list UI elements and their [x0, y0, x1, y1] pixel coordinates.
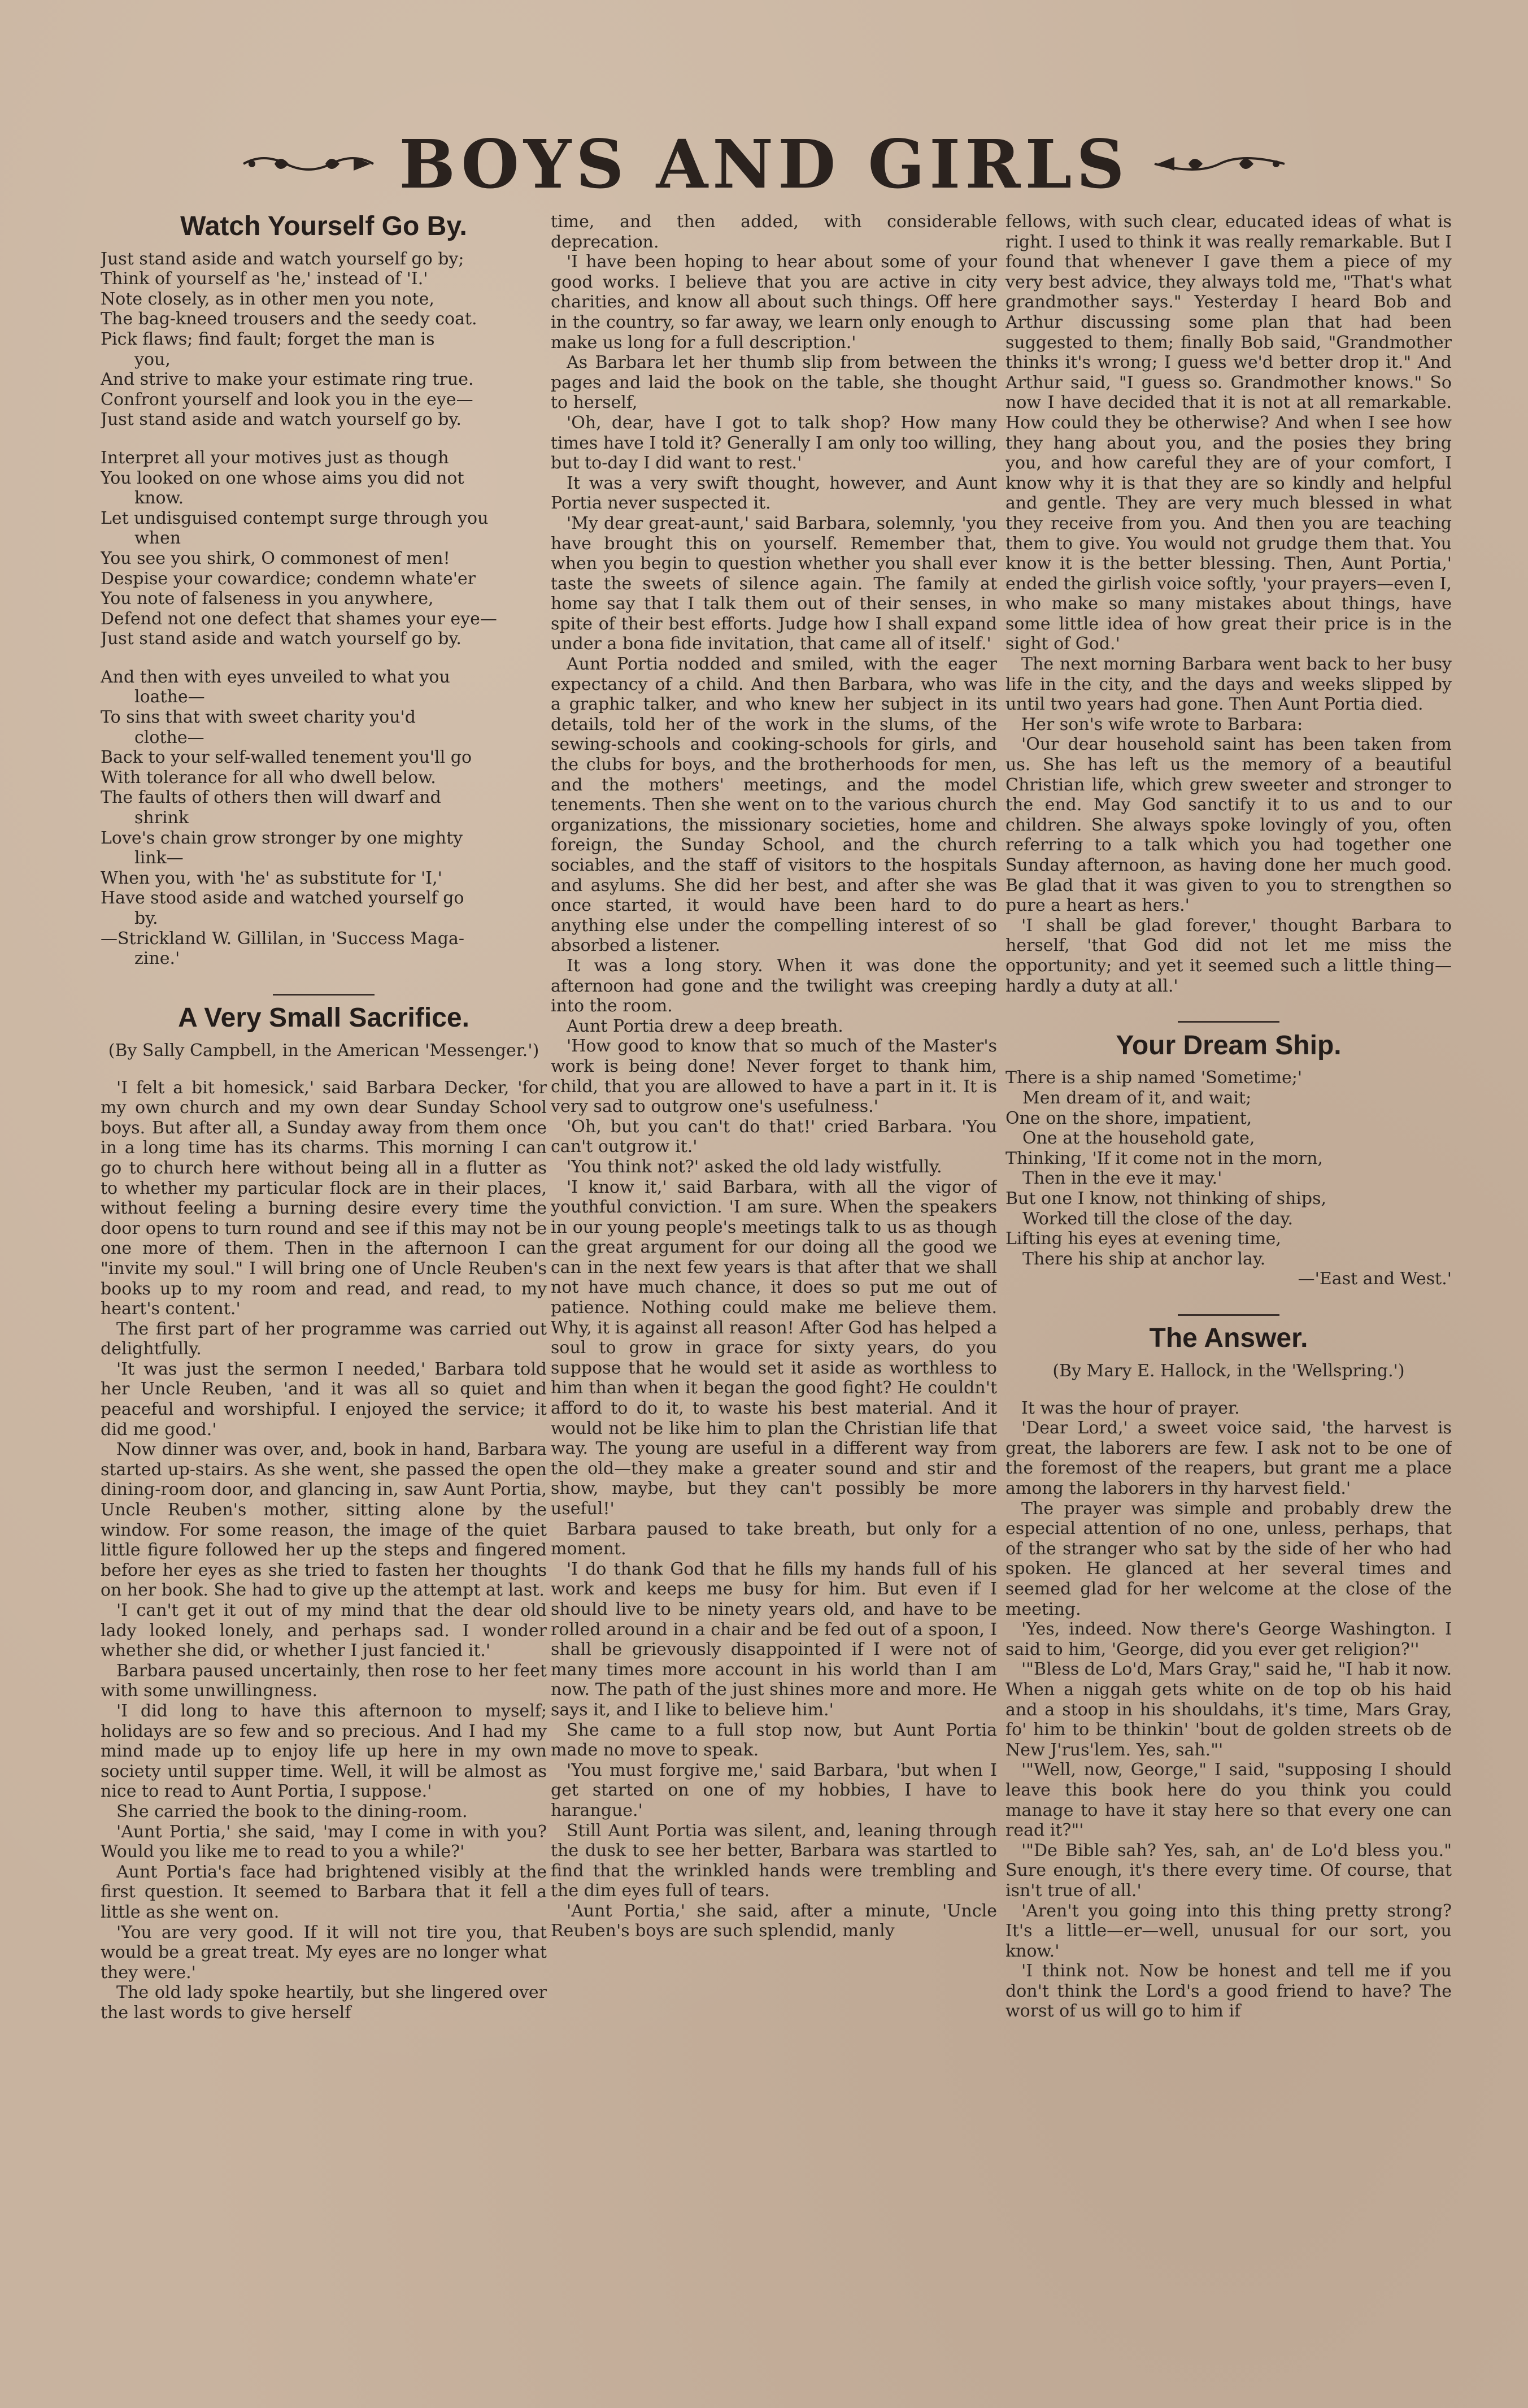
poem-line: And strive to make your estimate ring true.	[101, 370, 474, 390]
poem-line: Note closely, as in other men you note,	[101, 289, 434, 309]
poem-line: shrink	[134, 808, 189, 828]
poem-attribution: —'East and West.'	[1298, 1269, 1452, 1289]
paragraph: 'Aunt Portia,' she said, 'may I come in with you? Would you like me to read to you a while?'	[101, 1822, 547, 1862]
paragraph: Her son's wife wrote to Barbara:	[1021, 714, 1303, 734]
divider	[101, 980, 547, 1001]
poem-dream-ship	[1005, 1068, 1452, 1289]
poem-line: by.	[134, 909, 158, 928]
paragraph: The first part of her programme was carried out delightfully.	[101, 1319, 547, 1359]
poem-line: Just stand aside and watch yourself go by;	[101, 249, 464, 269]
paragraph: 'How good to know that so much of the Master's work is being done! Never forget to thank him, child, that you are allowed to have a part in it. It is very sad to outgrow one's usefulness.'	[551, 1036, 997, 1117]
poem-line: One on the shore, impatient,	[1005, 1108, 1252, 1128]
poem-line: you,	[134, 349, 171, 370]
paragraph: fellows, with such clear, educated ideas of what is right. I used to think it was really remarkable. But I found that whenever I gave them a piece of my very best advice, they always told me, "That's what grandmother says." Yesterday I heard Bob and Arthur discussing some plan that had been suggested to them; finally Bob said, "Grandmother thinks it's wrong; I guess we'd better drop it." And Arthur said, "I guess so. Grandmother knows." So now I have decided that it is not at all remarkable. How could they be otherwise? And when I see how they hang about you, and the posies they bring you, and how careful they are of your comfort, I know why it is that they are so kindly and helpful and gentle. They are very much blessed in what they receive from you. And then you are teaching them to give. You would not grudge them that. You know it is the better blessing. Then, Aunt Portia,' ended the girlish voice softly, 'your prayers—even I, who make so many mistakes about things, have some little idea of how great their price is in the sight of God.'	[1005, 212, 1452, 654]
poem-line: The faults of others then will dwarf and	[101, 788, 441, 808]
paragraph: 'I can't get it out of my mind that the dear old lady looked lonely, and perhaps sad. I wonder whether she did, or whether I just fancied it.'	[101, 1601, 547, 1661]
left-ornament-icon	[241, 147, 376, 181]
column-2	[551, 212, 997, 2393]
poem-line: Just stand aside and watch yourself go by.	[101, 629, 462, 649]
poem-watch-yourself	[101, 249, 547, 969]
paragraph: She carried the book to the dining-room.	[116, 1801, 468, 1822]
paragraph: 'I think not. Now be honest and tell me if you don't think the Lord's a good friend to have? The worst of us will go to him if	[1005, 1961, 1452, 2022]
poem-line: Pick flaws; find fault; forget the man is	[101, 329, 435, 349]
section-title: BOYS AND GIRLS	[399, 124, 1129, 203]
poem-line: The bag-kneed trousers and the seedy coat.	[101, 309, 477, 329]
paragraph: Now dinner was over, and, book in hand, Barbara started up-stairs. As she went, she passed the open dining-room door, and glancing in, saw Aunt Portia, Uncle Reuben's mother, sitting alone by the window. For some reason, the image of the quiet little figure followed her up the steps and fingered before her eyes as she tried to fasten her thoughts on her book. She had to give up the attempt at last.	[101, 1440, 547, 1601]
paragraph: 'I do thank God that he fills my hands full of his work and keeps me busy for him. But even if I should live to be ninety years old, and have to be rolled around in a chair and be fed out of a spoon, I shall be grievously disappointed if I were not of many times more account in his world than I am now. The path of the just shines more and more. He says it, and I like to believe him.'	[551, 1559, 997, 1720]
paragraph: Aunt Portia drew a deep breath.	[567, 1016, 843, 1036]
poem-line: Confront yourself and look you in the eye—	[101, 389, 473, 410]
stanza-gap	[101, 649, 547, 667]
poem-line: With tolerance for all who dwell below.	[101, 767, 436, 788]
paragraph: It was the hour of prayer.	[1021, 1398, 1240, 1418]
stanza-gap	[101, 430, 547, 448]
paragraph: 'Oh, but you can't do that!' cried Barbara. 'You can't outgrow it.'	[551, 1116, 997, 1157]
paragraph: '"Well, now, George," I said, "supposing I should leave this book here do you think you could manage to have it stay here so that every one can read it?"'	[1005, 1760, 1452, 1841]
poem-line: But one I know, not thinking of ships,	[1005, 1188, 1327, 1209]
paragraph: time, and then added, with considerable deprecation.	[551, 212, 997, 252]
poem-line: Worked till the close of the day.	[1022, 1209, 1294, 1229]
story-title-sacrifice: A Very Small Sacrifice.	[178, 1003, 469, 1033]
paragraph: 'I have been hoping to hear about some of your good works. I believe that you are active in city charities, and know all about such things. Off here in the country, so far away, we learn only enough to make us long for a full description.'	[551, 252, 997, 353]
poem-title-watch: Watch Yourself Go By.	[180, 212, 467, 241]
paragraph: It was a very swift thought, however, and Aunt Portia never suspected it.	[551, 473, 997, 514]
poem-line: Just stand aside and watch yourself go by.	[101, 410, 462, 430]
poem-attribution: —Strickland W. Gillilan, in 'Success Maga-	[101, 928, 465, 949]
paragraph: 'Our dear household saint has been taken from us. She has left us the memory of a beautiful Christian life, which grew sweeter and stronger to the end. May God sanctify it to us and to our children. She always spoke lovingly of you, often referring to a talk which you had together one Sunday afternoon, as having done her much good. Be glad that it was given to you to strengthen so pure a heart as hers.'	[1005, 734, 1452, 916]
poem-line: when	[134, 528, 181, 549]
poem-title-dream-ship: Your Dream Ship.	[1116, 1030, 1342, 1060]
poem-line: You see you shirk, O commonest of men!	[101, 548, 450, 568]
poem-line: To sins that with sweet charity you'd	[101, 707, 416, 728]
paragraph: 'I felt a bit homesick,' said Barbara Decker, 'for my own church and my own dear Sunday School boys. But after all, a Sunday away from them once in a long time has its charms. This morning I can go to church here without being all in a flutter as to whether my particular flock are in their places, without feeling a burning desire every time the door opens to turn round and see if this may not be one more of them. Then in the afternoon I can "invite my soul." I will bring one of Uncle Reuben's books up to my room and read, and read, to my heart's content.'	[101, 1077, 547, 1319]
paragraph: As Barbara let her thumb slip from between the pages and laid the book on the table, she thought to herself,	[551, 353, 997, 413]
paragraph: 'I know it,' said Barbara, with all the vigor of youthful conviction. 'I am sure. When the speakers in our young people's meetings talk to us as though the great argument for our doing all the good we can in the next few years is that after that we shall not have much chance, it does so put me out of patience. Nothing could make me believe them. Why, it is against all reason! After God has helped a soul to grow in grace for sixty years, do you suppose that he would set it aside as worthless to him than when it began the good fight? He couldn't afford to do it, to waste his best material. And it would not be like him to plan the Christian life that way. The young are useful in a different way from the old—they make a greater sound and stir and show, maybe, but they can't possibly be more useful!'	[551, 1177, 997, 1519]
paragraph: '"Bless de Lo'd, Mars Gray," said he, "I hab it now. When a niggah gets white on de top ob his haid and a stoop in his shouldahs, it's time, Mars Gray, fo' him to be thinkin' 'bout de golden streets ob de New J'rus'lem. Yes, sah."'	[1005, 1659, 1452, 1760]
masthead	[0, 121, 1528, 206]
divider	[1005, 1301, 1452, 1321]
paragraph: 'Dear Lord,' a sweet voice said, 'the harvest is great, the laborers are few. I ask not to be one of the foremost of the reapers, but grant me a place among the laborers in thy harvest field.'	[1005, 1418, 1452, 1499]
poem-line: Lifting his eyes at evening time,	[1005, 1229, 1281, 1249]
poem-line: Have stood aside and watched yourself go	[101, 888, 464, 909]
story-title-answer: The Answer.	[1149, 1323, 1308, 1354]
paragraph: Aunt Portia's face had brightened visibly at the first question. It seemed to Barbara that it fell a little as she went on.	[101, 1862, 547, 1922]
poem-line: Despise your cowardice; condemn whate'er	[101, 568, 476, 589]
paragraph: 'I shall be glad forever,' thought Barbara to herself, 'that God did not let me miss the opportunity; and yet it seemed such a little thing—hardly a duty at all.'	[1005, 915, 1452, 996]
poem-line: Interpret all your motives just as though	[101, 447, 449, 468]
paragraph: 'Oh, dear, have I got to talk shop? How many times have I told it? Generally I am only too willing, but to-day I did want to rest.'	[551, 412, 997, 473]
paragraph: Barbara paused uncertainly, then rose to her feet with some unwillingness.	[101, 1661, 547, 1701]
poem-line: Think of yourself as 'he,' instead of 'I.'	[101, 269, 428, 289]
paragraph: 'Aunt Portia,' she said, after a minute, 'Uncle Reuben's boys are such splendid, manly	[551, 1901, 997, 1941]
poem-line: link—	[134, 848, 184, 868]
column-3	[1005, 212, 1452, 2393]
story-byline: (By Sally Campbell, in the American 'Messenger.')	[108, 1040, 539, 1060]
paragraph: '"De Bible sah? Yes, sah, an' de Lo'd bless you." Sure enough, it's there every time. Of course, that isn't true of all.'	[1005, 1840, 1452, 1901]
poem-line: You note of falseness in you anywhere,	[101, 589, 434, 609]
paragraph: Barbara paused to take breath, but only for a moment.	[551, 1519, 997, 1559]
right-ornament-icon	[1152, 147, 1287, 181]
paragraph: The old lady spoke heartily, but she lingered over the last words to give herself	[101, 1983, 547, 2023]
poem-line: There his ship at anchor lay.	[1022, 1249, 1266, 1269]
column-1	[101, 212, 547, 2393]
paragraph: 'My dear great-aunt,' said Barbara, solemnly, 'you have brought this on yourself. Remember that, when you begin to question whether you shall ever taste the sweets of silence again. The family at home say that I talk them out of their senses, in spite of their best efforts. Judge how I shall expand under a bona fide invitation, that came all of itself.'	[551, 513, 997, 654]
poem-line: Love's chain grow stronger by one mighty	[101, 828, 463, 848]
paragraph: It was a long story. When it was done the afternoon had gone and the twilight was creeping into the room.	[551, 955, 997, 1016]
paragraph: 'You are very good. If it will not tire you, that would be a great treat. My eyes are no longer what they were.'	[101, 1922, 547, 1983]
poem-line: Defend not one defect that shames your eye—	[101, 608, 497, 629]
poem-line: loathe—	[134, 687, 205, 707]
paragraph: 'You think not?' asked the old lady wistfully.	[567, 1157, 942, 1177]
poem-line: Back to your self-walled tenement you'll go	[101, 747, 472, 768]
story-byline: (By Mary E. Hallock, in the 'Wellspring.')	[1052, 1361, 1405, 1381]
poem-line: And then with eyes unveiled to what you	[101, 667, 450, 687]
poem-line: When you, with 'he' as substitute for 'I,'	[101, 868, 442, 888]
paragraph: Still Aunt Portia was silent, and, leaning through the dusk to see her better, Barbara was startled to find that the wrinkled hands were trembling and the dim eyes full of tears.	[551, 1820, 997, 1901]
paragraph: The next morning Barbara went back to her busy life in the city, and the days and weeks slipped by until two years had gone. Then Aunt Portia died.	[1005, 654, 1452, 715]
paragraph: 'Yes, indeed. Now there's George Washington. I said to him, 'George, did you ever get religion?''	[1005, 1619, 1452, 1659]
poem-line: Let undisguised contempt surge through you	[101, 508, 489, 528]
poem-line: Then in the eve it may.'	[1022, 1168, 1222, 1189]
divider	[1005, 1007, 1452, 1028]
paragraph: Aunt Portia nodded and smiled, with the eager expectancy of a child. And then Barbara, who was a graphic talker, and who knew her subject in its details, told her of the work in the slums, of the sewing-schools and cooking-schools for girls, and the clubs for boys, and the brotherhoods for men, and the mothers' meetings, and the model tenements. Then she went on to the various church organizations, the missionary societies, home and foreign, the Sunday School, and the church sociables, and the staff of visitors to the hospitals and asylums. She did her best, and after she was once started, it would have been hard to do anything else under the compelling interest of so absorbed a listener.	[551, 654, 997, 956]
poem-attribution: zine.'	[134, 949, 180, 969]
poem-line: One at the household gate,	[1022, 1128, 1255, 1149]
poem-line: You looked on one whose aims you did not	[101, 468, 464, 488]
paragraph: The prayer was simple and probably drew the especial attention of no one, unless, perhaps, that of the stranger who sat by the side of her who had spoken. He glanced at her several times and seemed glad for her welcome at the close of the meeting.	[1005, 1498, 1452, 1619]
paragraph: 'It was just the sermon I needed,' Barbara told her Uncle Reuben, 'and it was all so quiet and peaceful and worshipful. I enjoyed the service; it did me good.'	[101, 1359, 547, 1440]
poem-line: There is a ship named 'Sometime;'	[1005, 1068, 1303, 1088]
poem-line: Men dream of it, and wait;	[1022, 1088, 1252, 1108]
paragraph: 'Aren't you going into this thing pretty strong? It's a little—er—well, unusual for our sort, you know.'	[1005, 1901, 1452, 1961]
paragraph: 'You must forgive me,' said Barbara, 'but when I get started on one of my hobbies, I have to harangue.'	[551, 1760, 997, 1820]
poem-line: Thinking, 'If it come not in the morn,	[1005, 1148, 1323, 1168]
paragraph: She came to a full stop now, but Aunt Portia made no move to speak.	[551, 1720, 997, 1761]
poem-line: know.	[134, 488, 184, 508]
paragraph: 'I did long to have this afternoon to myself; holidays are so few and so precious. And I had my mind made up to enjoy life up here in my own society until supper time. Well, it will be almost as nice to read to Aunt Portia, I suppose.'	[101, 1701, 547, 1802]
poem-line: clothe—	[134, 727, 204, 747]
